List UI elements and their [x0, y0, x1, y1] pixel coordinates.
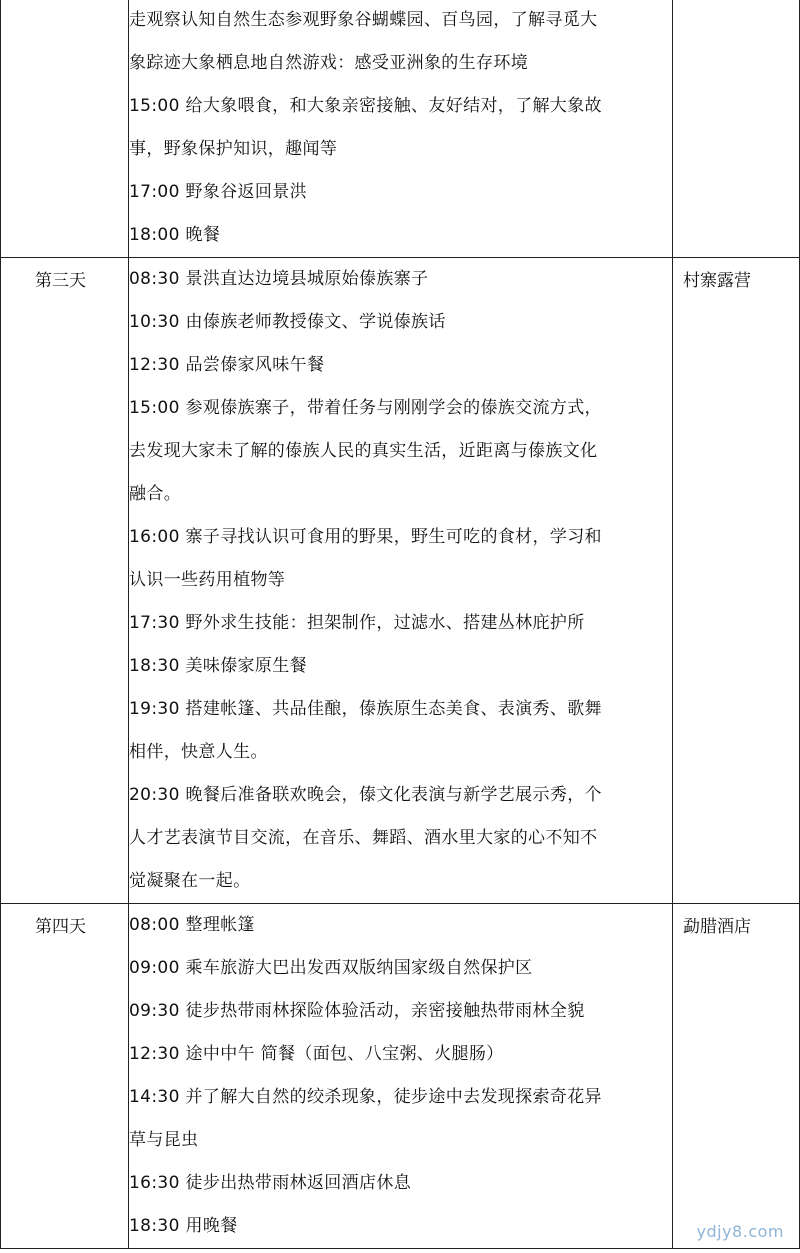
day-label: 第四天 — [35, 917, 86, 937]
activity-line: 12:30 品尝傣家风味午餐 — [129, 355, 325, 375]
activity-line: 08:30 景洪直达边境县城原始傣族寨子 — [129, 269, 429, 289]
day-label — [1, 0, 128, 1]
accommodation-cell — [673, 0, 800, 258]
activity-line: 09:00 乘车旅游大巴出发西双版纳国家级自然保护区 — [129, 958, 533, 978]
activity-line: 17:00 野象谷返回景洪 — [129, 182, 307, 202]
activity-line: 14:30 并了解大自然的绞杀现象，徒步途中去发现探索奇花异 — [129, 1087, 602, 1107]
activity-line: 融合。 — [129, 484, 182, 504]
accommodation-cell — [673, 258, 800, 904]
activity-line: 觉凝聚在一起。 — [129, 871, 251, 891]
activities-cell — [129, 904, 673, 1249]
activity-line: 16:00 寨子寻找认识可食用的野果，野生可吃的食材，学习和 — [129, 527, 602, 547]
accommodation-label: 勐腊酒店 — [683, 917, 751, 937]
activity-line: 18:30 美味傣家原生餐 — [129, 656, 307, 676]
day-label: 第三天 — [35, 271, 86, 291]
activity-line: 15:00 给大象喂食，和大象亲密接触、友好结对，了解大象故 — [129, 96, 602, 116]
activity-line: 相伴，快意人生。 — [129, 742, 268, 762]
activity-line: 18:00 晚餐 — [129, 225, 221, 245]
activities-cell — [129, 0, 673, 258]
activity-line: 草与昆虫 — [129, 1130, 199, 1150]
activity-line: 走观察认知自然生态参观野象谷蝴蝶园、百鸟园，了解寻觅大 — [129, 10, 598, 30]
activity-line: 16:30 徒步出热带雨林返回酒店休息 — [129, 1173, 412, 1193]
day-cell — [1, 0, 129, 258]
activity-line: 事，野象保护知识，趣闻等 — [129, 139, 338, 159]
itinerary-body — [1, 0, 800, 1249]
day-cell — [1, 904, 129, 1249]
accommodation-cell — [673, 904, 800, 1249]
activity-line: 认识一些药用植物等 — [129, 570, 286, 590]
itinerary-row — [1, 258, 800, 904]
activity-line: 19:30 搭建帐篷、共品佳酿，傣族原生态美食、表演秀、歌舞 — [129, 699, 602, 719]
activities-cell — [129, 258, 673, 904]
itinerary-row — [1, 904, 800, 1249]
activity-line: 20:30 晚餐后准备联欢晚会，傣文化表演与新学艺展示秀，个 — [129, 785, 602, 805]
itinerary-row — [1, 0, 800, 258]
activity-line: 09:30 徒步热带雨林探险体验活动，亲密接触热带雨林全貌 — [129, 1001, 585, 1021]
activity-line: 去发现大家未了解的傣族人民的真实生活，近距离与傣族文化 — [129, 441, 598, 461]
accommodation-label — [673, 0, 799, 1]
activity-line: 18:30 用晚餐 — [129, 1216, 238, 1236]
activity-line: 象踪迹大象栖息地自然游戏：感受亚洲象的生存环境 — [129, 53, 529, 73]
day-cell — [1, 258, 129, 904]
activity-line: 15:00 参观傣族寨子，带着任务与刚刚学会的傣族交流方式， — [129, 398, 602, 418]
watermark: ydjy8.com — [696, 1222, 784, 1241]
activity-line: 17:30 野外求生技能：担架制作，过滤水、搭建丛林庇护所 — [129, 613, 585, 633]
activity-line: 人才艺表演节目交流，在音乐、舞蹈、酒水里大家的心不知不 — [129, 828, 598, 848]
activity-line: 08:00 整理帐篷 — [129, 915, 255, 935]
activity-line: 12:30 途中中午 简餐（面包、八宝粥、火腿肠） — [129, 1044, 504, 1064]
activity-line: 10:30 由傣族老师教授傣文、学说傣族话 — [129, 312, 446, 332]
accommodation-label: 村寨露营 — [683, 271, 751, 291]
